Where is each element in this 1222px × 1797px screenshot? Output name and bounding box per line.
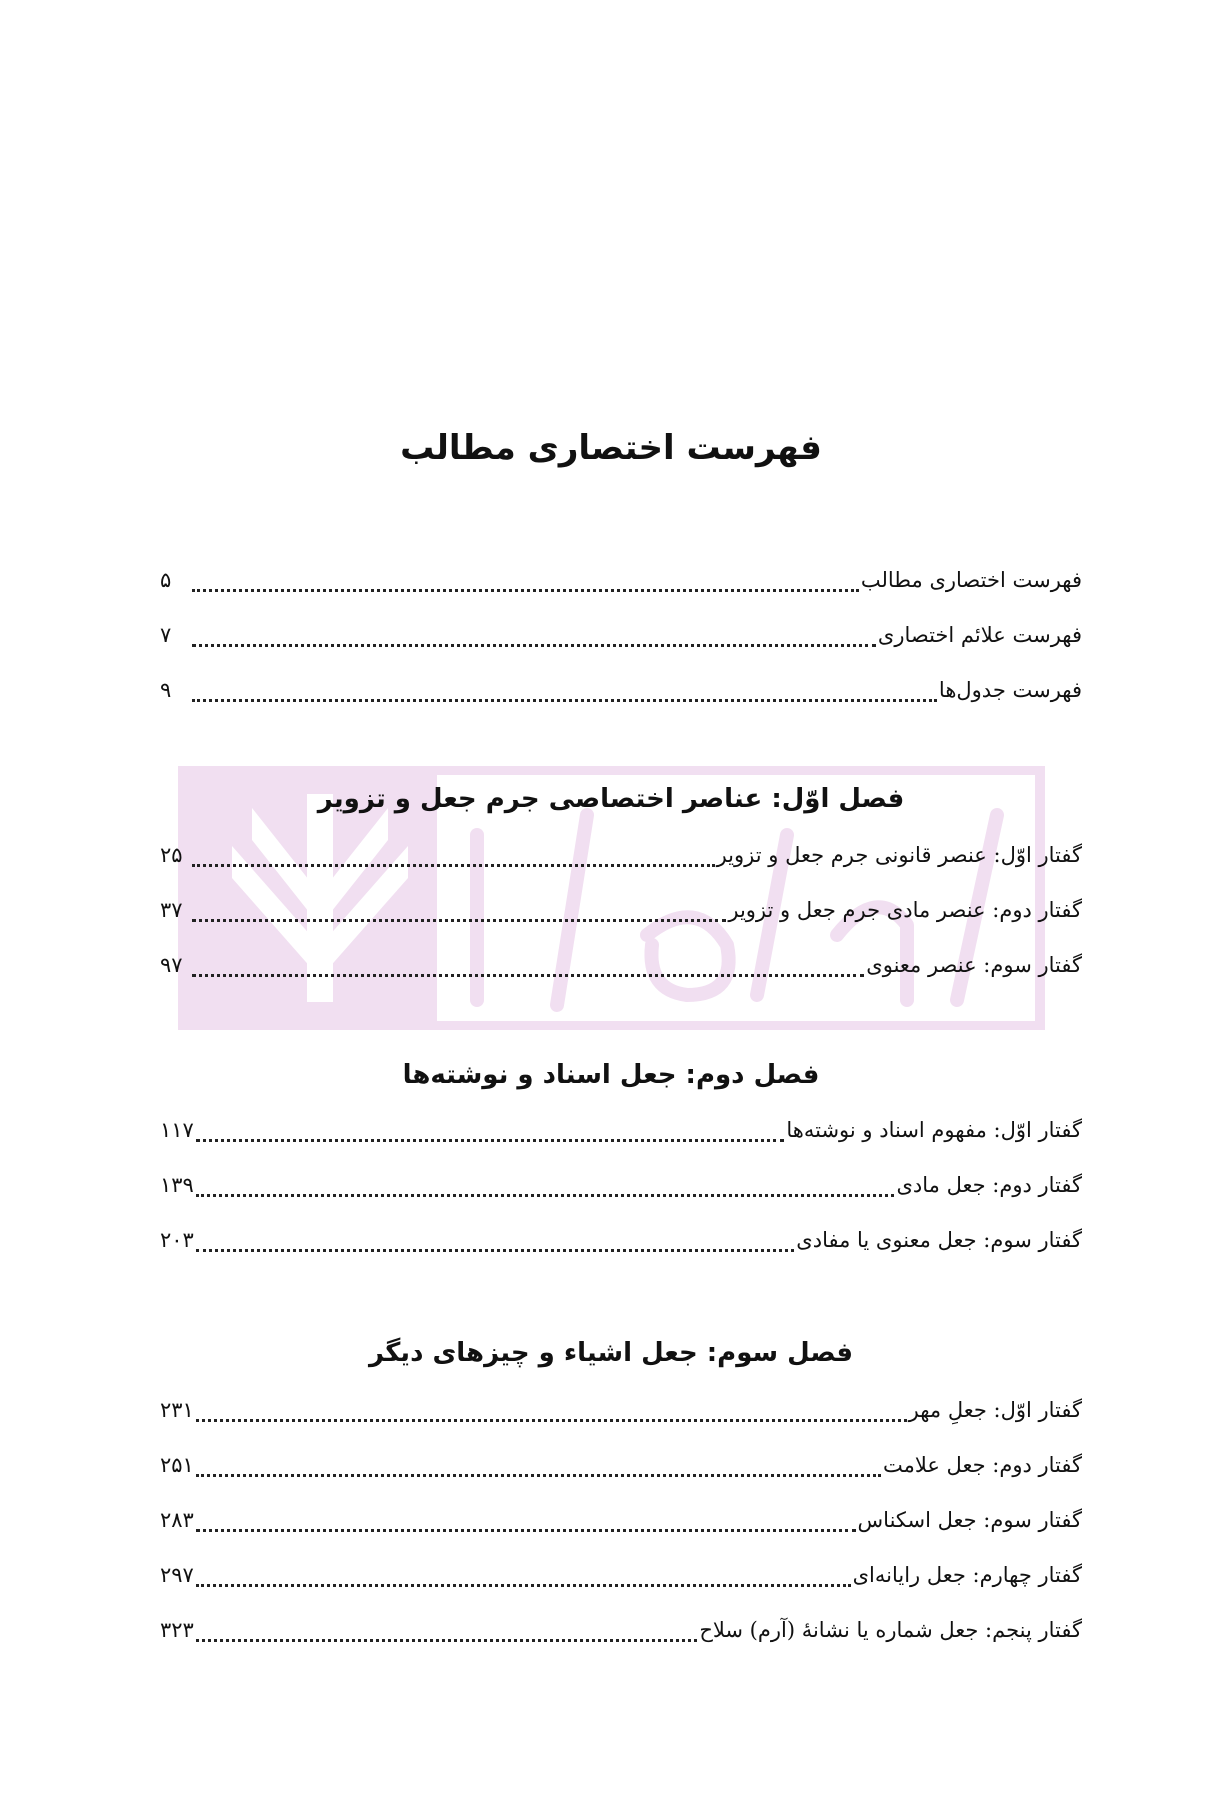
toc-entry-page: ۲۵ <box>160 843 183 867</box>
toc-entry[interactable] <box>160 835 1082 875</box>
chapter-title[interactable]: فصل اوّل: عناصر اختصاصی جرم جعل و تزویر <box>317 784 905 814</box>
toc-entry-label: گفتار دوم: جعل علامت <box>882 1453 1082 1477</box>
toc-entry[interactable] <box>160 1610 1082 1650</box>
toc-entry[interactable] <box>160 1165 1082 1205</box>
toc-entry-page: ۹ <box>160 678 172 702</box>
toc-entry-label: گفتار اوّل: مفهوم اسناد و نوشته‌ها <box>786 1118 1082 1142</box>
leader-dots <box>196 1419 907 1422</box>
toc-entry-page: ۱۳۹ <box>160 1173 194 1197</box>
leader-dots <box>192 589 859 592</box>
toc-entry[interactable] <box>160 1500 1082 1540</box>
leader-dots <box>196 1529 856 1532</box>
toc-entry-page: ۲۵۱ <box>160 1453 194 1477</box>
chapter-title[interactable]: فصل دوم: جعل اسناد و نوشته‌ها <box>402 1060 820 1090</box>
leader-dots <box>196 1474 881 1477</box>
toc-entry[interactable] <box>160 890 1082 930</box>
toc-entry-page: ۳۷ <box>160 898 183 922</box>
toc-entry-label: گفتار سوم: عنصر معنوی <box>866 953 1082 977</box>
toc-entry[interactable] <box>160 1220 1082 1260</box>
toc-entry-page: ۷ <box>160 623 172 647</box>
toc-entry-page: ۱۱۷ <box>160 1118 194 1142</box>
toc-entry-label: گفتار پنجم: جعل شماره یا نشانهٔ (آرم) سلاح <box>699 1618 1082 1642</box>
leader-dots <box>192 699 937 702</box>
toc-entry-page: ۹۷ <box>160 953 183 977</box>
toc-entry-page: ۲۳۱ <box>160 1398 194 1422</box>
toc-entry-label: گفتار دوم: عنصر مادی جرم جعل و تزویر <box>728 898 1082 922</box>
leader-dots <box>192 864 715 867</box>
chapter-title[interactable]: فصل سوم: جعل اشیاء و چیزهای دیگر <box>369 1338 853 1368</box>
page-title: فهرست اختصاری مطالب <box>400 428 822 468</box>
leader-dots <box>196 1584 851 1587</box>
toc-entry-label: گفتار دوم: جعل مادی <box>896 1173 1082 1197</box>
toc-entry-label: گفتار اوّل: عنصر قانونی جرم جعل و تزویر <box>716 843 1082 867</box>
leader-dots <box>192 919 726 922</box>
toc-entry-label: فهرست علائم اختصاری <box>877 623 1082 647</box>
toc-entry-page: ۲۸۳ <box>160 1508 194 1532</box>
toc-entry[interactable] <box>160 1110 1082 1150</box>
toc-entry[interactable] <box>160 945 1082 985</box>
toc-entry[interactable] <box>160 670 1082 710</box>
toc-entry-page: ۲۹۷ <box>160 1563 194 1587</box>
toc-entry[interactable] <box>160 1390 1082 1430</box>
toc-entry-page: ۲۰۳ <box>160 1228 194 1252</box>
toc-entry-label: گفتار سوم: جعل معنوی یا مفادی <box>796 1228 1082 1252</box>
toc-entry-label: گفتار اوّل: جعلِ مهر <box>908 1398 1082 1422</box>
toc-entry[interactable] <box>160 560 1082 600</box>
toc-entry-label: گفتار چهارم: جعل رایانه‌ای <box>852 1563 1082 1587</box>
toc-entry-label: فهرست اختصاری مطالب <box>860 568 1082 592</box>
toc-entry-page: ۳۲۳ <box>160 1618 194 1642</box>
toc-entry[interactable] <box>160 1445 1082 1485</box>
leader-dots <box>192 974 864 977</box>
toc-entry[interactable] <box>160 615 1082 655</box>
leader-dots <box>196 1639 697 1642</box>
toc-entry-label: فهرست جدول‌ها <box>938 678 1082 702</box>
toc-entry-page: ۵ <box>160 568 172 592</box>
leader-dots <box>196 1194 895 1197</box>
leader-dots <box>196 1249 794 1252</box>
leader-dots <box>192 644 876 647</box>
toc-entry-label: گفتار سوم: جعل اسکناس <box>857 1508 1082 1532</box>
toc-entry[interactable] <box>160 1555 1082 1595</box>
leader-dots <box>196 1139 785 1142</box>
